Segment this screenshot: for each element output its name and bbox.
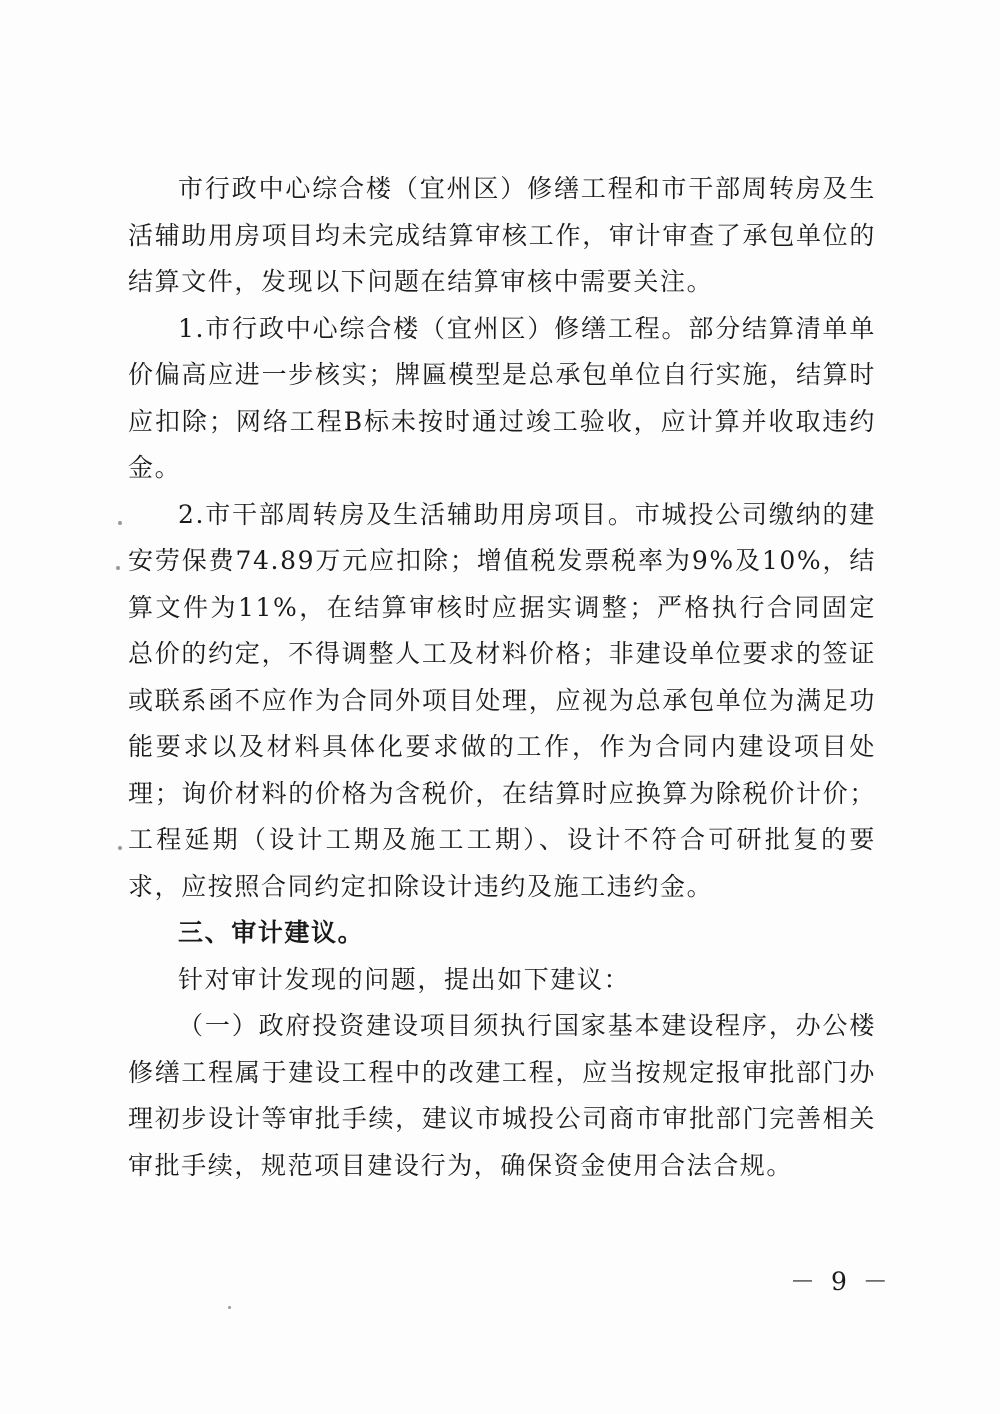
paragraph-suggestion-intro: 针对审计发现的问题，提出如下建议： xyxy=(178,964,631,994)
scan-speck xyxy=(118,846,122,850)
paragraph-intro: 市行政中心综合楼（宜州区）修缮工程和市干部周转房及生活辅助用房项目均未完成结算审核工作，审计审查了承包单位的结算文件，发现以下问题在结算审核中需要关注。 xyxy=(128,174,876,296)
scan-speck xyxy=(118,521,122,525)
section-heading: 三、审计建议。 xyxy=(178,918,365,947)
paragraph-suggestion-1: （一）政府投资建设项目须执行国家基本建设程序，办公楼修缮工程属于建设工程中的改建工程，应当按规定报审批部门办理初步设计等审批手续，建议市城投公司商市审批部门完善相关审批手续，规范项目建设行为，确保资金使用合法合规。 xyxy=(128,1011,876,1180)
document-body xyxy=(128,166,876,1189)
page-number: － 9 － xyxy=(790,1267,892,1296)
paragraph-item-2: 2.市干部周转房及生活辅助用房项目。市城投公司缴纳的建安劳保费74.89万元应扣除；增值税发票税率为9%及10%，结算文件为11%，在结算审核时应据实调整；严格执行合同固定总价的约定，不得调整人工及材料价格；非建设单位要求的签证或联系函不应作为合同外项目处理，应视为总承包单位为满足功能要求以及材料具体化要求做的工作，作为合同内建设项目处理；询价材料的价格为含税价，在结算时应换算为除税价计价；工程延期（设计工期及施工工期）、设计不符合可研批复的要求，应按照合同约定扣除设计违约及施工违约金。 xyxy=(128,499,876,901)
scan-speck xyxy=(116,566,120,570)
paragraph-item-1: 1.市行政中心综合楼（宜州区）修缮工程。部分结算清单单价偏高应进一步核实；牌匾模型是总承包单位自行实施，结算时应扣除；网络工程B标未按时通过竣工验收，应计算并收取违约金。 xyxy=(128,313,876,482)
scan-speck xyxy=(228,1306,231,1309)
